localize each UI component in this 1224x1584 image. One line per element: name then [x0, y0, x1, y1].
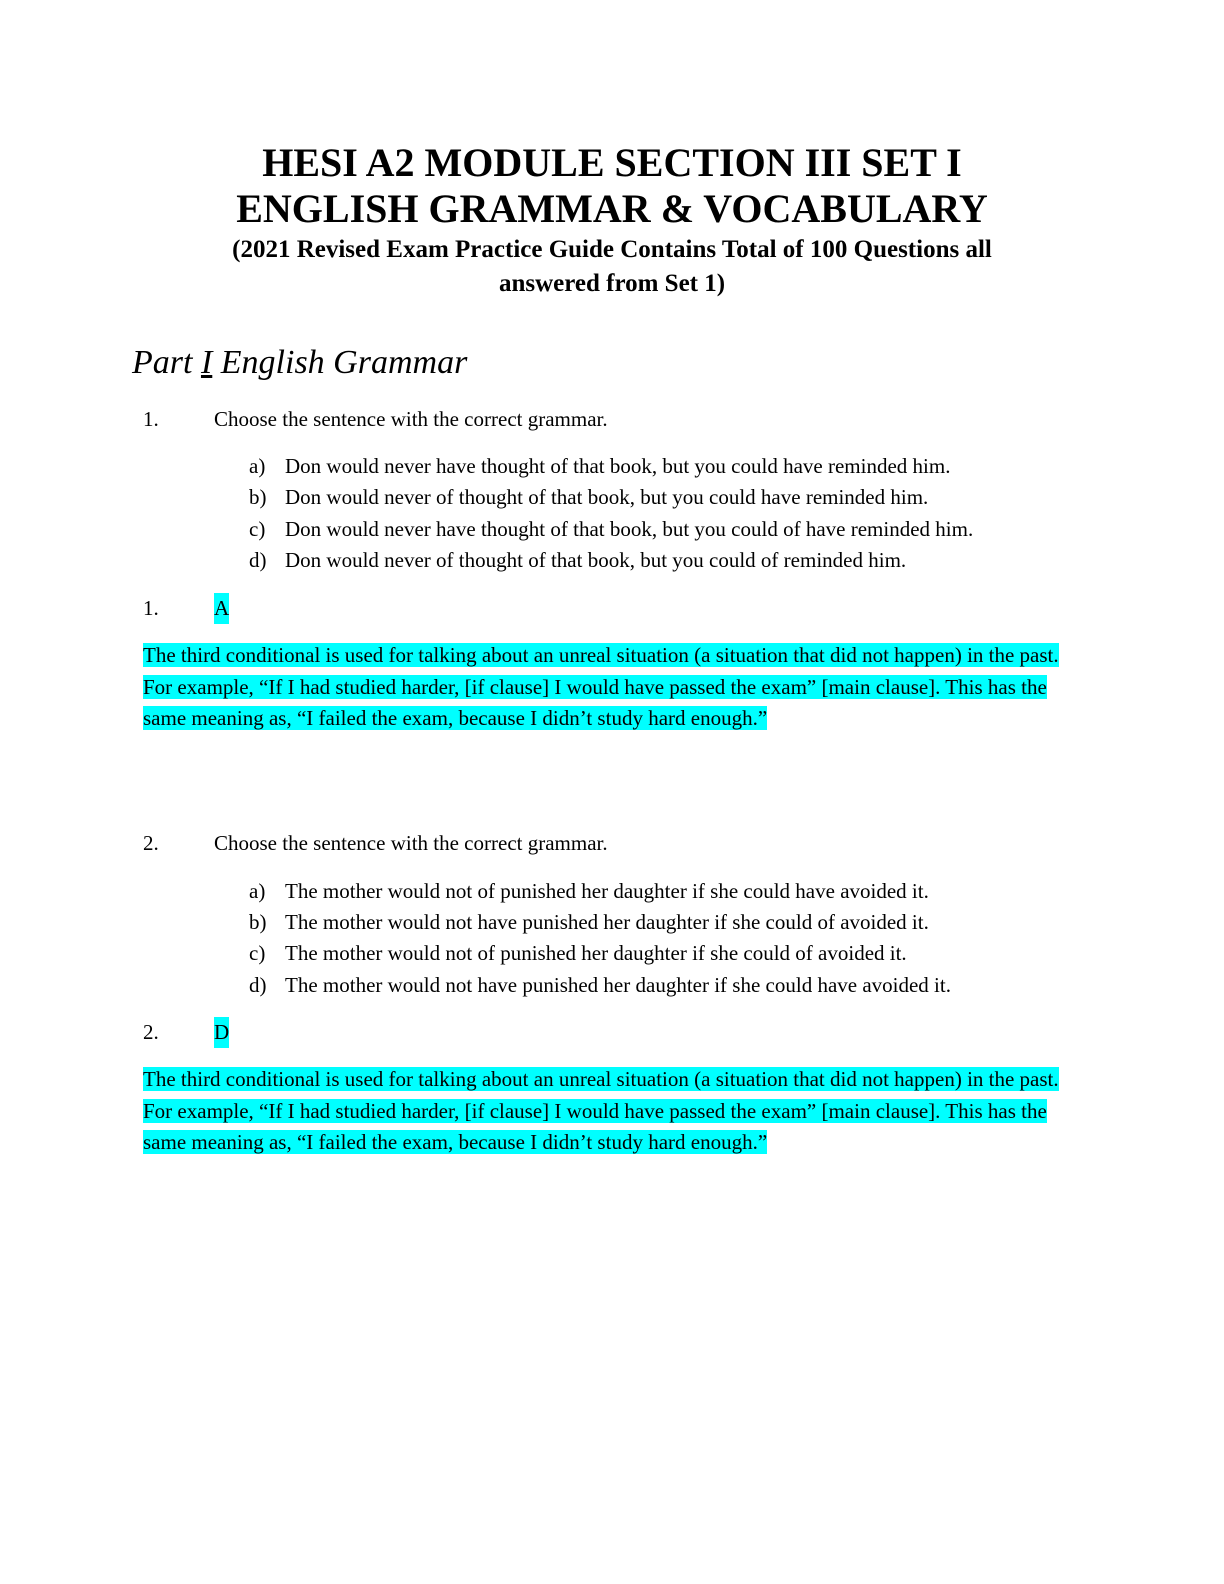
document-subtitle-line-1: (2021 Revised Exam Practice Guide Contains Total of 100 Questions all — [232, 236, 992, 263]
answer-letter: A — [214, 593, 229, 624]
option-letter: d) — [249, 548, 267, 572]
answer-letter: D — [214, 1017, 229, 1048]
option-text: The mother would not have punished her daughter if she could have avoided it. — [285, 973, 951, 997]
option-text: Don would never of thought of that book, but you could of reminded him. — [285, 548, 907, 572]
part-roman-numeral: I — [200, 344, 213, 381]
answer-number: 1. — [143, 596, 159, 620]
option-text: Don would never have thought of that book, but you could have reminded him. — [285, 454, 951, 478]
answer-number: 2. — [143, 1020, 159, 1044]
document-subtitle-line-2: answered from Set 1) — [498, 270, 726, 297]
question-prompt: Choose the sentence with the correct grammar. — [214, 407, 608, 431]
part-heading — [132, 343, 467, 383]
answer-explanation — [143, 1064, 1083, 1159]
option-text: The mother would not of punished her daughter if she could of avoided it. — [285, 941, 907, 965]
option-text: Don would never have thought of that book, but you could of have reminded him. — [285, 517, 974, 541]
explanation-text: The third conditional is used for talking about an unreal situation (a situation that did not happen) in the past. For example, “If I had studied harder, [if clause] I would have passed the exam” [main clause]. This has the same meaning as, “I failed the exam, because I didn’t study hard enough.” — [143, 643, 1059, 730]
question-number: 1. — [143, 407, 159, 431]
part-title: English Grammar — [212, 344, 468, 381]
option-text: Don would never of thought of that book, but you could have reminded him. — [285, 485, 929, 509]
question-prompt: Choose the sentence with the correct grammar. — [214, 831, 608, 855]
answer-explanation — [143, 640, 1083, 735]
option-text: The mother would not have punished her daughter if she could of avoided it. — [285, 910, 929, 934]
part-prefix: Part — [132, 344, 201, 381]
document-header — [0, 140, 1224, 300]
explanation-text: The third conditional is used for talking about an unreal situation (a situation that did not happen) in the past. For example, “If I had studied harder, [if clause] I would have passed the exam” [main clause]. This has the same meaning as, “I failed the exam, because I didn’t study hard enough.” — [143, 1067, 1059, 1154]
option-text: The mother would not of punished her daughter if she could have avoided it. — [285, 879, 929, 903]
question-number: 2. — [143, 831, 159, 855]
option-letter: b) — [249, 910, 267, 934]
option-letter: b) — [249, 485, 267, 509]
option-letter: d) — [249, 973, 267, 997]
option-letter: a) — [249, 454, 266, 478]
document-title-line-1: HESI A2 MODULE SECTION III SET I — [262, 140, 962, 185]
document-title-line-2: ENGLISH GRAMMAR & VOCABULARY — [236, 186, 988, 231]
option-letter: c) — [249, 941, 266, 965]
option-letter: c) — [249, 517, 266, 541]
option-letter: a) — [249, 879, 266, 903]
